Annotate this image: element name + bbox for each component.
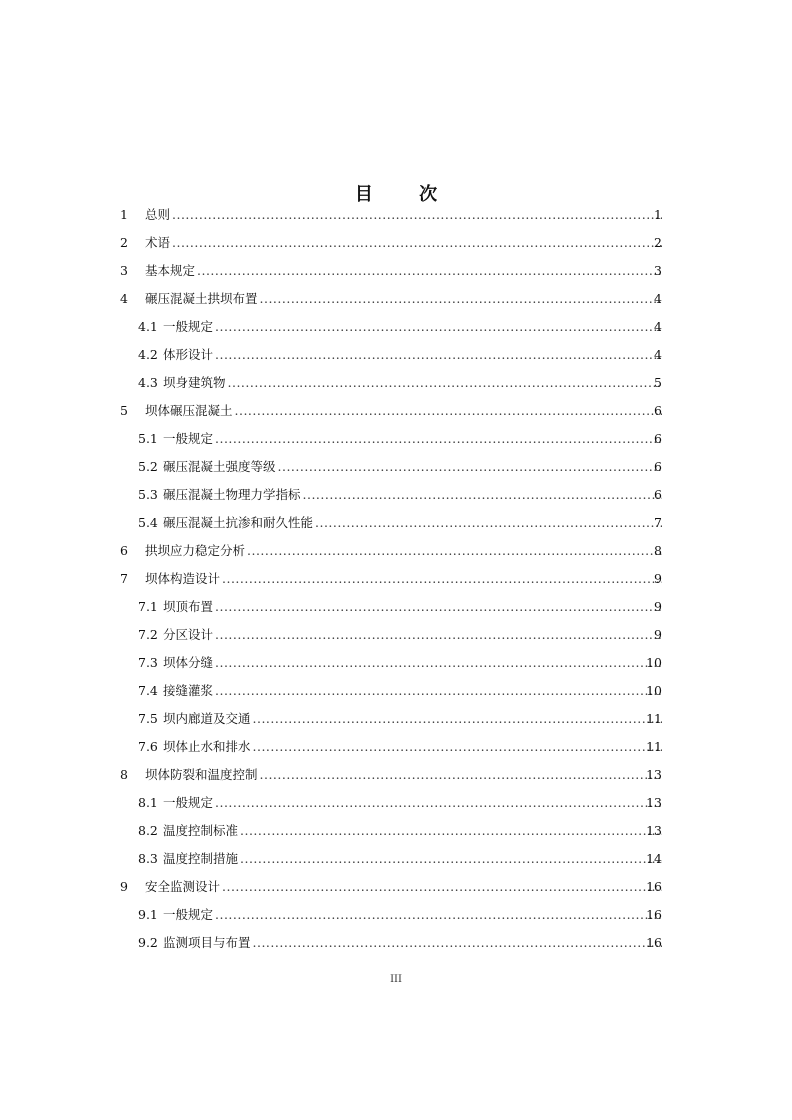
toc-entry-label: 一般规定 — [163, 319, 214, 334]
toc-entry-page-number: 10 — [646, 683, 662, 698]
toc-entry-number: 7.2 — [138, 627, 158, 642]
toc-entry-leader — [145, 285, 662, 313]
toc-entry[interactable] — [0, 649, 792, 677]
toc-entry-number: 5.3 — [138, 487, 158, 502]
toc-entry-leader — [145, 565, 662, 593]
toc-entry-page-number: 2 — [654, 235, 662, 250]
toc-entry[interactable] — [0, 285, 792, 313]
toc-entry-label: 碾压混凝土物理力学指标 — [163, 487, 301, 502]
toc-entry-leader — [163, 817, 662, 845]
toc-entry[interactable] — [0, 481, 792, 509]
toc-entry-leader — [145, 537, 662, 565]
toc-entry-page-number: 1 — [654, 207, 662, 222]
toc-entry-leader — [163, 677, 662, 705]
toc-entry[interactable] — [0, 733, 792, 761]
dot-leader — [172, 229, 662, 257]
toc-entry-label: 基本规定 — [145, 263, 196, 278]
dot-leader — [260, 285, 662, 313]
toc-entry[interactable] — [0, 453, 792, 481]
dot-leader — [253, 929, 662, 957]
toc-entry[interactable] — [0, 565, 792, 593]
toc-entry-number: 5.4 — [138, 515, 158, 530]
dot-leader — [215, 313, 662, 341]
toc-entry-number: 7.4 — [138, 683, 158, 698]
toc-entry-label: 分区设计 — [163, 627, 214, 642]
dot-leader — [222, 565, 662, 593]
toc-entry-number: 4.2 — [138, 347, 158, 362]
toc-entry-leader — [163, 901, 662, 929]
toc-entry-page-number: 6 — [654, 487, 662, 502]
dot-leader — [235, 397, 662, 425]
toc-entry-number: 8.1 — [138, 795, 158, 810]
toc-entry[interactable] — [0, 313, 792, 341]
dot-leader — [215, 425, 662, 453]
dot-leader — [247, 537, 662, 565]
toc-entry-leader — [163, 425, 662, 453]
toc-entry[interactable] — [0, 845, 792, 873]
toc-entry-page-number: 8 — [654, 543, 662, 558]
toc-entry-label: 总则 — [145, 207, 171, 222]
toc-entry-leader — [163, 369, 662, 397]
toc-entry-page-number: 6 — [654, 403, 662, 418]
toc-entry-number: 7.6 — [138, 739, 158, 754]
toc-entry[interactable] — [0, 425, 792, 453]
toc-entry-page-number: 9 — [654, 599, 662, 614]
toc-entry[interactable] — [0, 817, 792, 845]
toc-entry-leader — [163, 593, 662, 621]
toc-entry-label: 坝内廊道及交通 — [163, 711, 251, 726]
toc-entry-label: 拱坝应力稳定分析 — [145, 543, 246, 558]
toc-entry-leader — [163, 845, 662, 873]
dot-leader — [240, 817, 662, 845]
toc-entry-page-number: 13 — [646, 795, 662, 810]
toc-entry-leader — [163, 929, 662, 957]
toc-entry-label: 碾压混凝土抗渗和耐久性能 — [163, 515, 314, 530]
dot-leader — [172, 201, 662, 229]
dot-leader — [215, 677, 662, 705]
toc-entry-label: 坝体构造设计 — [145, 571, 221, 586]
toc-entry-leader — [163, 649, 662, 677]
toc-entry[interactable] — [0, 901, 792, 929]
dot-leader — [253, 705, 662, 733]
toc-entry-number: 9.2 — [138, 935, 158, 950]
toc-entry[interactable] — [0, 397, 792, 425]
toc-entry[interactable] — [0, 229, 792, 257]
toc-entry-leader — [145, 761, 662, 789]
page-title: 目 次 — [354, 184, 458, 205]
toc-entry-leader — [163, 341, 662, 369]
toc-entry[interactable] — [0, 621, 792, 649]
dot-leader — [215, 341, 662, 369]
toc-entry-leader — [163, 509, 662, 537]
dot-leader — [260, 761, 662, 789]
dot-leader — [228, 369, 662, 397]
toc-entry[interactable] — [0, 677, 792, 705]
toc-entry-leader — [163, 789, 662, 817]
toc-entry-number: 8.2 — [138, 823, 158, 838]
toc-entry-number: 1 — [120, 207, 128, 222]
toc-entry-page-number: 11 — [646, 711, 662, 726]
dot-leader — [315, 509, 662, 537]
dot-leader — [215, 649, 662, 677]
toc-entry-page-number: 4 — [654, 319, 662, 334]
toc-entry-label: 安全监测设计 — [145, 879, 221, 894]
dot-leader — [240, 845, 662, 873]
toc-entry-leader — [163, 453, 662, 481]
toc-entry-number: 7.1 — [138, 599, 158, 614]
toc-entry-page-number: 10 — [646, 655, 662, 670]
toc-entry-page-number: 13 — [646, 767, 662, 782]
toc-entry[interactable] — [0, 369, 792, 397]
toc-entry-number: 8 — [120, 767, 128, 782]
toc-entry-number: 4.3 — [138, 375, 158, 390]
toc-entry-label: 监测项目与布置 — [163, 935, 251, 950]
toc-entry-number: 5.2 — [138, 459, 158, 474]
toc-entry-page-number: 13 — [646, 823, 662, 838]
toc-entry-number: 7.3 — [138, 655, 158, 670]
toc-entry-leader — [145, 873, 662, 901]
toc-entry[interactable] — [0, 761, 792, 789]
toc-entry-leader — [163, 313, 662, 341]
toc-entry-page-number: 6 — [654, 459, 662, 474]
toc-entry-page-number: 7 — [654, 515, 662, 530]
toc-entry-label: 碾压混凝土拱坝布置 — [145, 291, 258, 306]
toc-entry-page-number: 14 — [646, 851, 662, 866]
toc-entry-leader — [145, 257, 662, 285]
toc-entry[interactable] — [0, 537, 792, 565]
toc-entry-page-number: 11 — [646, 739, 662, 754]
dot-leader — [215, 789, 662, 817]
toc-entry-page-number: 3 — [654, 263, 662, 278]
dot-leader — [215, 621, 662, 649]
toc-entry[interactable] — [0, 257, 792, 285]
toc-entry[interactable] — [0, 929, 792, 957]
toc-entry-page-number: 16 — [646, 879, 662, 894]
toc-entry-number: 3 — [120, 263, 128, 278]
toc-entry[interactable] — [0, 873, 792, 901]
toc-entry-number: 9.1 — [138, 907, 158, 922]
toc-entry-page-number: 16 — [646, 935, 662, 950]
toc-entry-leader — [163, 705, 662, 733]
toc-entry-number: 6 — [120, 543, 128, 558]
toc-entry-label: 碾压混凝土强度等级 — [163, 459, 276, 474]
toc-entry-page-number: 9 — [654, 571, 662, 586]
dot-leader — [278, 453, 662, 481]
toc-entry-label: 坝顶布置 — [163, 599, 214, 614]
toc-entry-number: 9 — [120, 879, 128, 894]
page-number-footer: III — [390, 974, 402, 985]
toc-entry-number: 7.5 — [138, 711, 158, 726]
toc-entry-page-number: 4 — [654, 347, 662, 362]
toc-entry-page-number: 5 — [654, 375, 662, 390]
toc-entry-number: 2 — [120, 235, 128, 250]
toc-entry-label: 一般规定 — [163, 795, 214, 810]
toc-entry[interactable] — [0, 341, 792, 369]
toc-entry-label: 温度控制标准 — [163, 823, 239, 838]
toc-entry-leader — [163, 481, 662, 509]
toc-entry[interactable] — [0, 705, 792, 733]
toc-entry-label: 坝体止水和排水 — [163, 739, 251, 754]
toc-entry-page-number: 6 — [654, 431, 662, 446]
toc-entry-label: 术语 — [145, 235, 171, 250]
toc-entry-leader — [145, 229, 662, 257]
toc-entry[interactable] — [0, 789, 792, 817]
dot-leader — [222, 873, 662, 901]
toc-entry-number: 7 — [120, 571, 128, 586]
dot-leader — [215, 593, 662, 621]
toc-entry[interactable] — [0, 201, 792, 229]
toc-entry-label: 坝身建筑物 — [163, 375, 226, 390]
toc-entry-label: 坝体防裂和温度控制 — [145, 767, 258, 782]
toc-entry-page-number: 9 — [654, 627, 662, 642]
toc-entry-label: 体形设计 — [163, 347, 214, 362]
toc-entry-leader — [163, 621, 662, 649]
toc-entry-number: 4 — [120, 291, 128, 306]
toc-entry-label: 一般规定 — [163, 431, 214, 446]
toc-entry-label: 一般规定 — [163, 907, 214, 922]
toc-entry-label: 坝体碾压混凝土 — [145, 403, 233, 418]
toc-entry-number: 5 — [120, 403, 128, 418]
toc-entry-leader — [145, 201, 662, 229]
toc-entry-label: 坝体分缝 — [163, 655, 214, 670]
toc-entry-page-number: 16 — [646, 907, 662, 922]
dot-leader — [197, 257, 662, 285]
toc-entry-label: 温度控制措施 — [163, 851, 239, 866]
toc-entry-leader — [163, 733, 662, 761]
toc-entry-label: 接缝灌浆 — [163, 683, 214, 698]
dot-leader — [303, 481, 662, 509]
toc-entry[interactable] — [0, 593, 792, 621]
toc-entry-number: 4.1 — [138, 319, 158, 334]
toc-entry[interactable] — [0, 509, 792, 537]
toc-entry-number: 5.1 — [138, 431, 158, 446]
toc-entry-number: 8.3 — [138, 851, 158, 866]
dot-leader — [253, 733, 662, 761]
dot-leader — [215, 901, 662, 929]
toc-entry-leader — [145, 397, 662, 425]
toc-entry-page-number: 4 — [654, 291, 662, 306]
